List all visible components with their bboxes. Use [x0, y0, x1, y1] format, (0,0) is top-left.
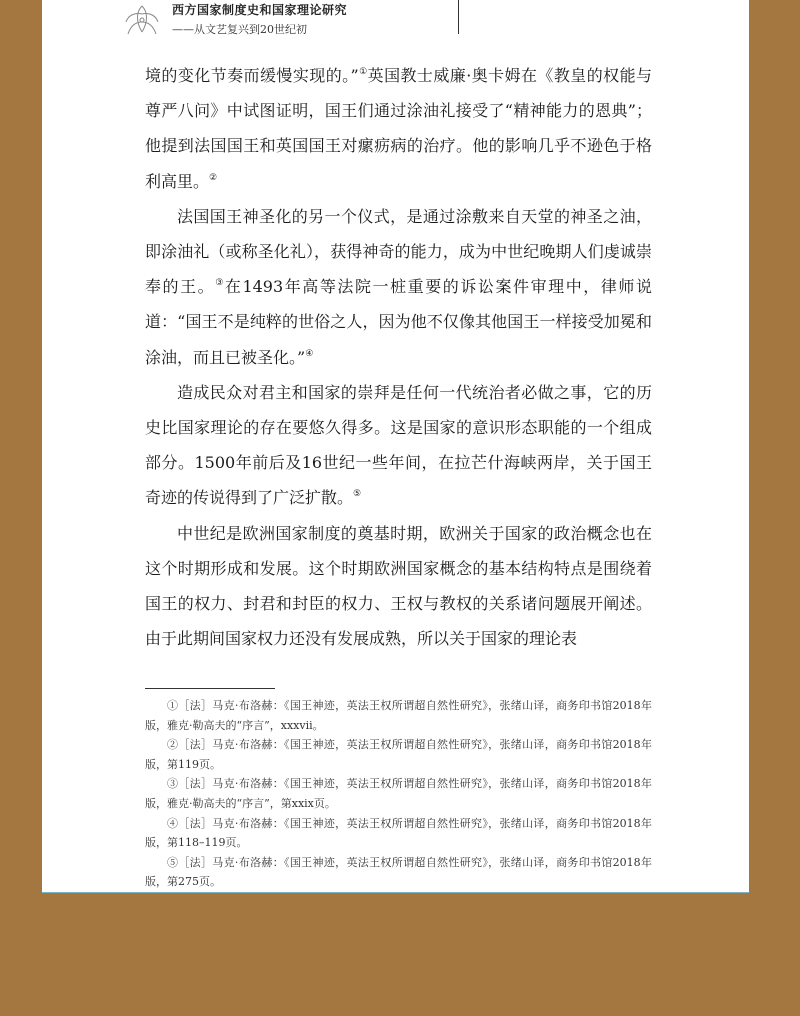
running-header: [122, 0, 422, 40]
footnote-divider: [145, 688, 275, 689]
paragraph: 造成民众对君主和国家的崇拜是任何一代统治者必做之事，它的历史比国家理论的存在要悠久得多。这是国家的意识形态职能的一个组成部分。1500年前后及16世纪一些年间，在拉芒什海峡两岸，关于国王奇迹的传说得到了广泛扩散。⑤: [145, 382, 652, 508]
paragraph: 中世纪是欧洲国家制度的奠基时期，欧洲关于国家的政治概念也在这个时期形成和发展。这个时期欧洲国家概念的基本结构特点是围绕着国王的权力、封君和封臣的权力、王权与教权的关系诸问题展开阐述。由于此期间国家权力还没有发展成熟，所以关于国家的理论表: [145, 523, 652, 649]
footnote-ref[interactable]: ③: [215, 278, 225, 289]
book-page: [42, 0, 749, 893]
footnote: ①［法］马克·布洛赫：《国王神迹，英法王权所谓超自然性研究》，张绪山译，商务印书馆2018年版，雅克·勒高夫的“序言”，xxxvii。: [145, 699, 652, 732]
body-text: [145, 58, 652, 656]
footnote-ref[interactable]: ⑤: [353, 489, 362, 500]
running-header-subtitle: ——从文艺复兴到20世纪初: [172, 23, 307, 36]
footnote-ref[interactable]: ④: [305, 348, 314, 359]
footnote: ⑤［法］马克·布洛赫：《国王神迹，英法王权所谓超自然性研究》，张绪山译，商务印书馆2018年版，第275页。: [145, 855, 652, 889]
footnote: ④［法］马克·布洛赫：《国王神迹，英法王权所谓超自然性研究》，张绪山译，商务印书馆2018年版，第118–119页。: [145, 816, 652, 850]
running-header-title: 西方国家制度史和国家理论研究: [172, 3, 348, 17]
paragraph: 法国国王神圣化的另一个仪式，是通过涂敷来自天堂的神圣之油，即涂油礼（或称圣化礼），获得神奇的能力，成为中世纪晚期人们虔诚崇奉的王。③在1493年高等法院一桩重要的诉讼案件审理中，律师说道：“国王不是纯粹的世俗之人，因为他不仅像其他国王一样接受加冕和涂油，而且已被圣化。”④: [145, 206, 652, 367]
footnote-ref[interactable]: ②: [209, 172, 218, 183]
footnotes: [145, 696, 652, 892]
fleuron-ornament-icon: [122, 2, 162, 38]
footnote-ref[interactable]: ①: [358, 67, 368, 77]
header-divider: [458, 0, 459, 34]
footnote: ③［法］马克·布洛赫：《国王神迹，英法王权所谓超自然性研究》，张绪山译，商务印书馆2018年版，雅克·勒高夫的“序言”，第xxix页。: [145, 777, 652, 810]
paragraph: 境的变化节奏而缓慢实现的。”①英国教士威廉·奥卡姆在《教皇的权能与尊严八问》中试图证明，国王们通过涂油礼接受了“精神能力的恩典”；他提到法国国王和英国国王对瘰疬病的治疗。他的影响几乎不逊色于格利高里。②: [145, 66, 652, 191]
footnote: ②［法］马克·布洛赫：《国王神迹，英法王权所谓超自然性研究》，张绪山译，商务印书馆2018年版，第119页。: [145, 738, 652, 771]
